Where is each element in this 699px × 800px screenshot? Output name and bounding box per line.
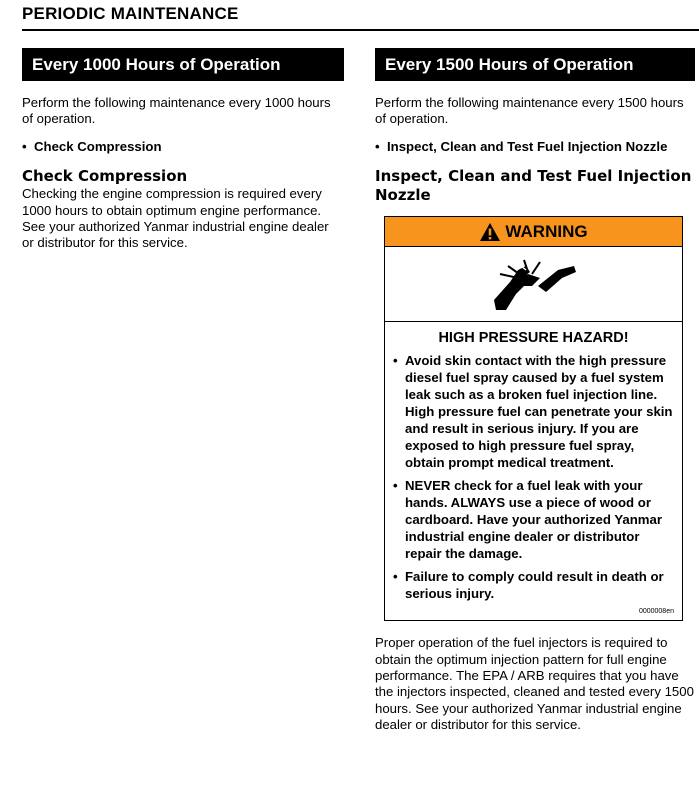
section-title-1000-hours: Every 1000 Hours of Operation [22,48,344,81]
warning-triangle-icon [479,222,501,242]
intro-1000-hours: Perform the following maintenance every 1000 hours of operation. [22,95,331,127]
warning-bullet-text: NEVER check for a fuel leak with your hands. ALWAYS use a piece of wood or cardboard. Have your authorized Yanmar industrial engine dealer or distributor repair the damage. [405,478,662,562]
bullet-text: Check Compression [34,138,162,154]
bullet-check-compression [22,139,344,155]
body-check-compression: Checking the engine compression is required every 1000 hours to obtain optimum engine performance. See your authorized Yanmar industrial engine dealer or distributor for this service. [22,186,329,251]
warning-code: 0000008en [638,608,674,616]
bullet-text: Inspect, Clean and Test Fuel Injection Nozzle [387,138,668,154]
bullet-dot: • [375,138,380,154]
warning-bullet-text: Avoid skin contact with the high pressure diesel fuel spray caused by a fuel system leak such as a broken fuel injection line. High pressure fuel can penetrate your skin and result in serious injury. If you are exposed to high pressure fuel spray, obtain prompt medical treatment. [405,353,673,471]
page-header-title: PERIODIC MAINTENANCE [22,4,239,23]
intro-1500-hours: Perform the following maintenance every 1500 hours of operation. [375,95,684,127]
hazard-title: HIGH PRESSURE HAZARD! [438,330,629,347]
bullet-dot: • [393,569,398,585]
warning-bullet [393,568,674,602]
body-inspect-nozzle: Proper operation of the fuel injectors is required to obtain the optimum injection pattern for full engine performance. The EPA / ARB requires that you have the injectors inspected, cleaned and tested every 1500 hours. See your authorized Yanmar industrial engine dealer or distributor for this service. [375,635,694,733]
bullet-inspect-nozzle [375,139,695,155]
warning-pictogram [385,247,682,322]
subheading-check-compression: Check Compression [22,167,188,186]
high-pressure-spray-icon [488,256,580,312]
subheading-inspect-nozzle: Inspect, Clean and Test Fuel Injection Nozzle [375,167,692,205]
warning-label: WARNING [505,221,588,241]
right-column [375,48,695,734]
header-rule [22,29,699,31]
left-column [22,48,344,252]
bullet-dot: • [22,138,27,154]
section-title-1500-hours: Every 1500 Hours of Operation [375,48,695,81]
warning-body [385,322,682,620]
warning-bullet [393,477,674,562]
warning-bullet [393,352,674,471]
warning-bullet-text: Failure to comply could result in death or serious injury. [405,569,664,602]
warning-header [385,217,682,247]
bullet-dot: • [393,353,398,369]
bullet-dot: • [393,478,398,494]
warning-box [384,216,683,621]
